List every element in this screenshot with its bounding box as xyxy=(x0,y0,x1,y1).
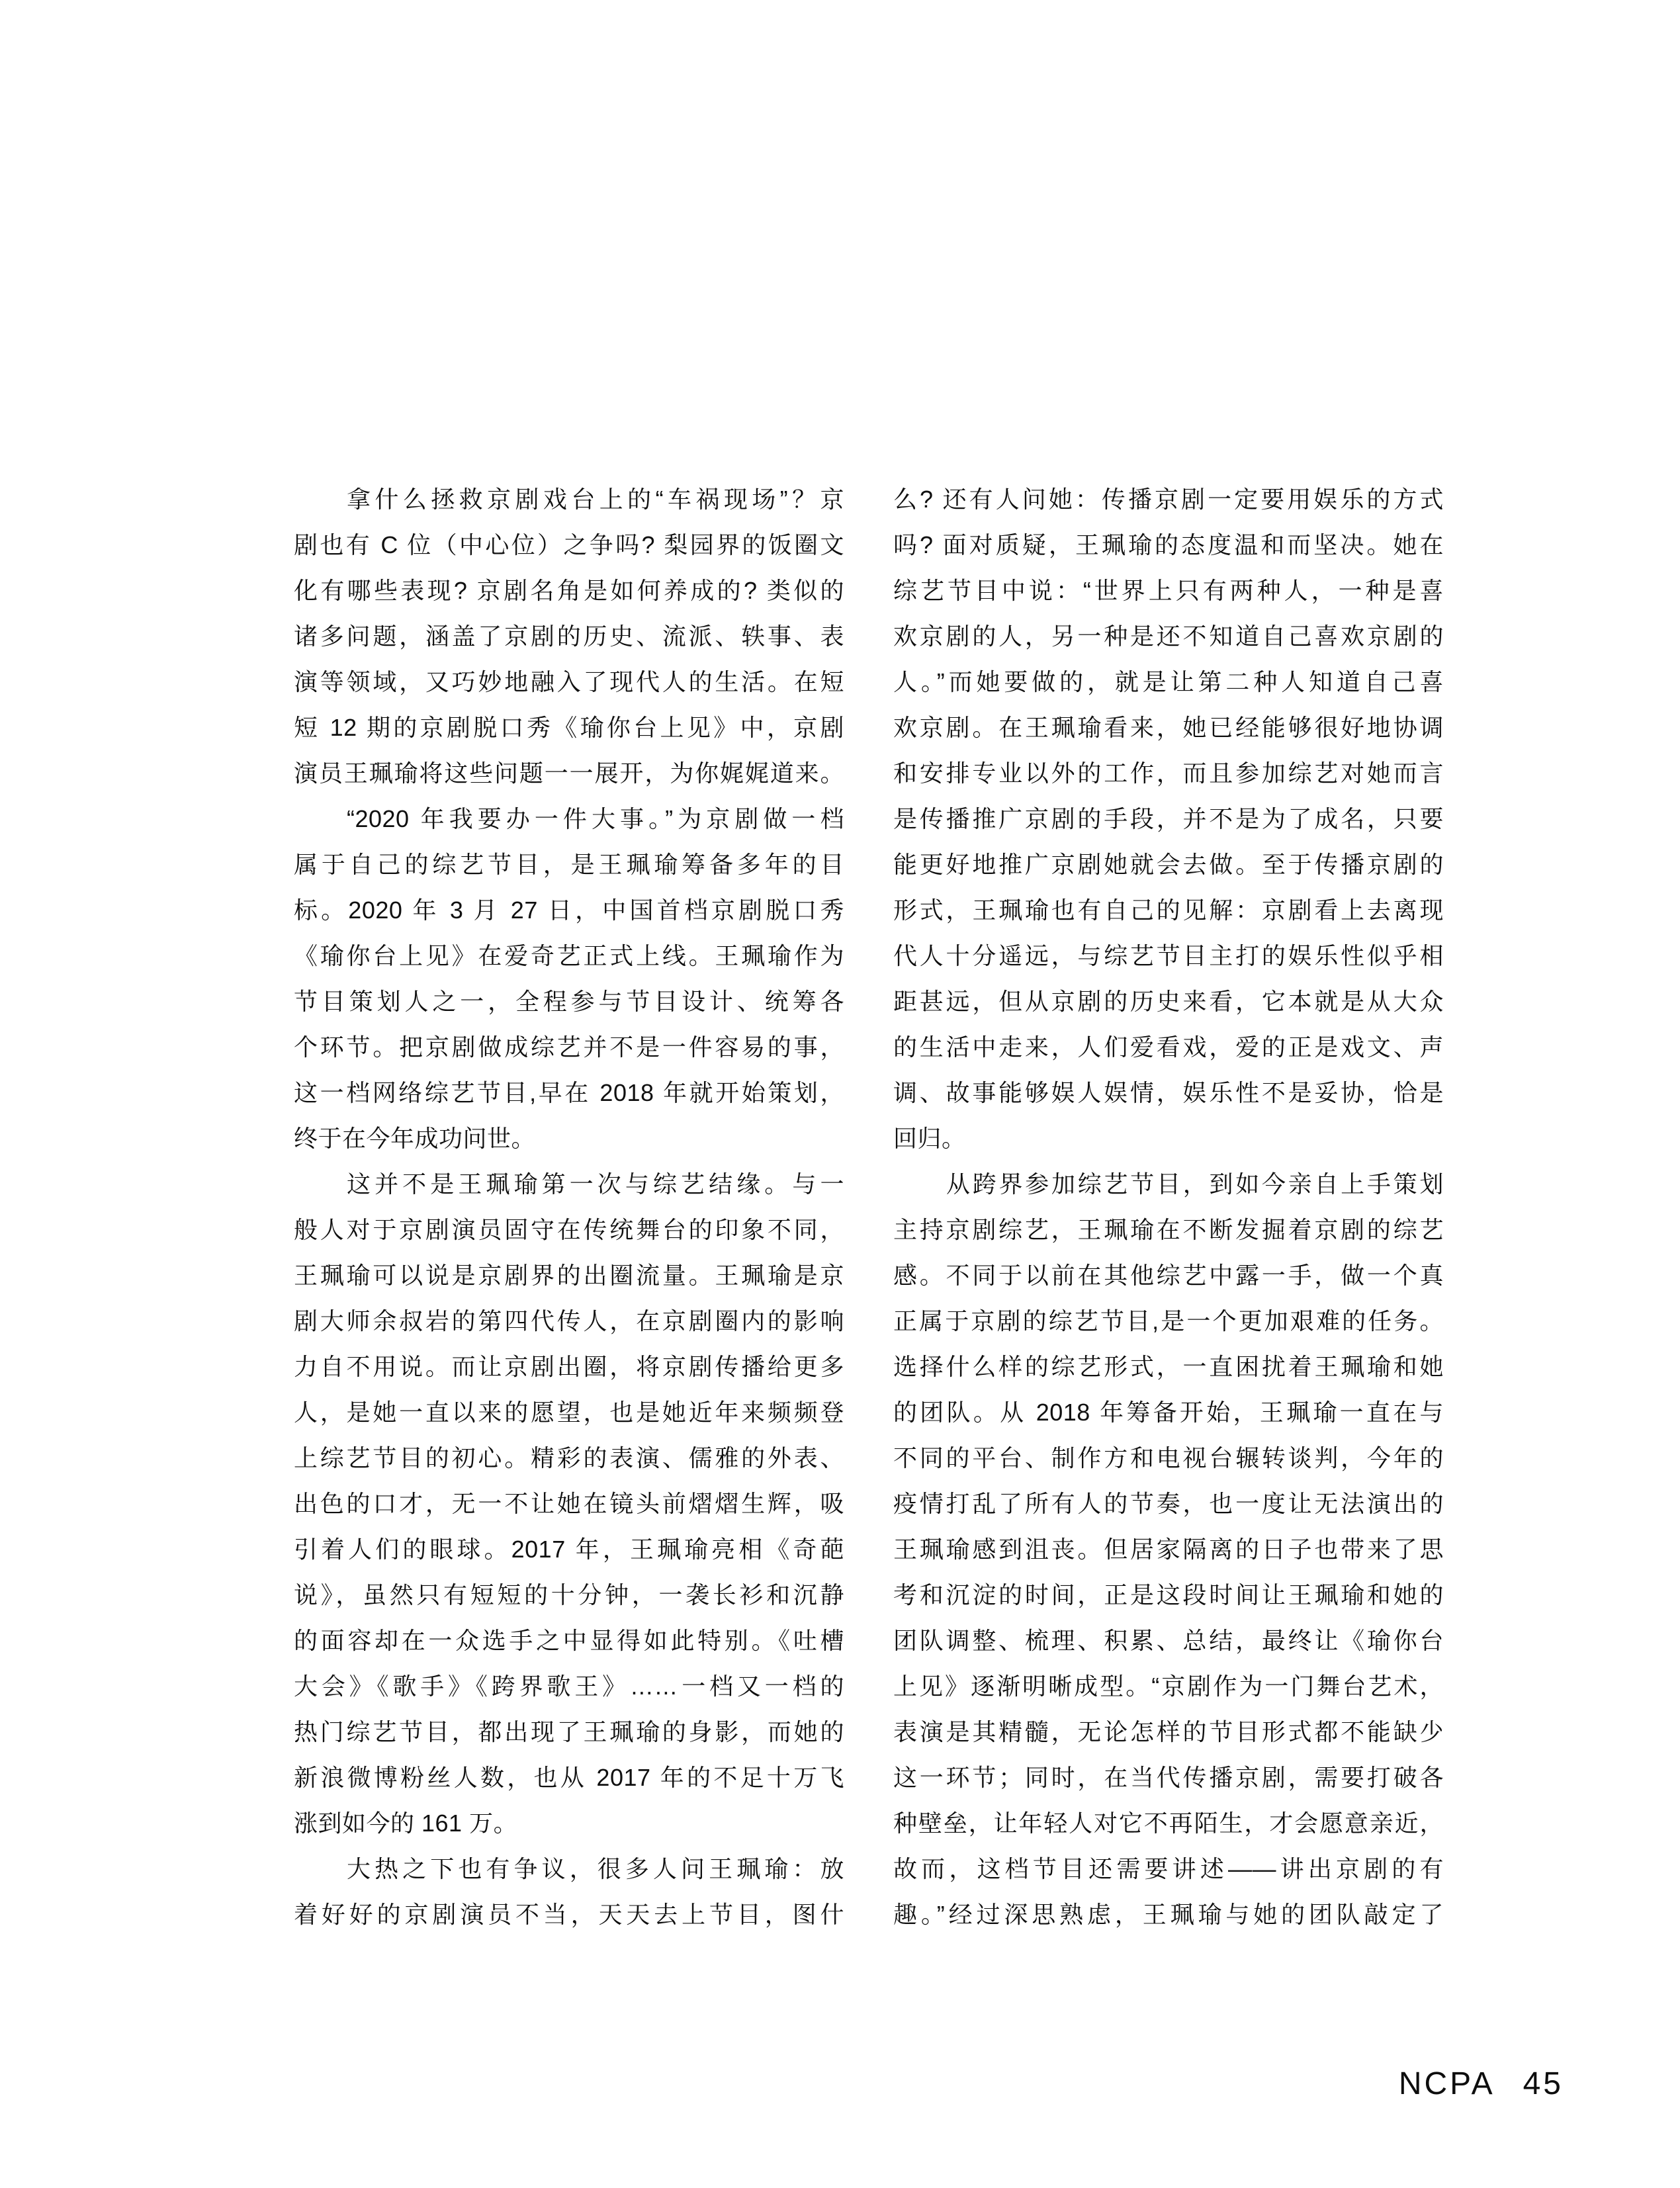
text-line: 上综艺节目的初心。精彩的表演、儒雅的外表、 xyxy=(294,1444,844,1471)
text-column-left xyxy=(294,476,844,1937)
text-line: 标。2020 年 3 月 27 日，中国首档京剧脱口秀 xyxy=(294,897,844,924)
text-line: 趣。”经过深思熟虑，王珮瑜与她的团队敲定了 xyxy=(893,1901,1444,1928)
text-line: 新浪微博粉丝人数，也从 2017 年的不足十万飞 xyxy=(294,1764,844,1791)
text-line: 王珮瑜可以说是京剧界的出圈流量。王珮瑜是京 xyxy=(294,1262,844,1289)
text-line: 疫情打乱了所有人的节奏，也一度让无法演出的 xyxy=(893,1490,1444,1517)
page-footer xyxy=(1399,2066,1564,2102)
text-line: 大会》《歌手》《跨界歌王》……一档又一档的 xyxy=(294,1673,844,1700)
text-line: 的生活中走来，人们爱看戏，爱的正是戏文、声 xyxy=(893,1033,1444,1061)
text-line: 说》，虽然只有短短的十分钟，一袭长衫和沉静 xyxy=(294,1581,844,1608)
text-line: 形式，王珮瑜也有自己的见解：京剧看上去离现 xyxy=(893,897,1444,924)
text-line: 剧大师余叔岩的第四代传人，在京剧圈内的影响 xyxy=(294,1307,844,1335)
text-line: 是传播推广京剧的手段，并不是为了成名，只要 xyxy=(893,805,1444,832)
text-column-right xyxy=(893,476,1444,1937)
text-line: “2020 年我要办一件大事。”为京剧做一档 xyxy=(347,805,844,832)
text-line: 人，是她一直以来的愿望，也是她近年来频频登 xyxy=(294,1399,844,1426)
text-line: 代人十分遥远，与综艺节目主打的娱乐性似乎相 xyxy=(893,942,1444,969)
text-line: 的面容却在一众选手之中显得如此特别。《吐槽 xyxy=(294,1627,844,1654)
text-line: 短 12 期的京剧脱口秀《瑜你台上见》中，京剧 xyxy=(294,714,844,741)
text-line: 拿什么拯救京剧戏台上的“车祸现场”？京 xyxy=(347,486,844,513)
text-line: 从跨界参加综艺节目，到如今亲自上手策划 xyxy=(946,1170,1444,1198)
footer-page-number: 45 xyxy=(1523,2066,1564,2101)
text-line: 团队调整、梳理、积累、总结，最终让《瑜你台 xyxy=(893,1627,1444,1654)
text-line: 距甚远，但从京剧的历史来看，它本就是从大众 xyxy=(893,988,1444,1015)
text-line: 考和沉淀的时间，正是这段时间让王珮瑜和她的 xyxy=(893,1581,1444,1608)
text-line: 欢京剧。在王珮瑜看来，她已经能够很好地协调 xyxy=(893,714,1444,741)
text-line: 综艺节目中说：“世界上只有两种人，一种是喜 xyxy=(893,577,1444,604)
text-line: 回归。 xyxy=(893,1125,966,1152)
text-line: 热门综艺节目，都出现了王珮瑜的身影，而她的 xyxy=(294,1718,844,1745)
text-line: 调、故事能够娱人娱情，娱乐性不是妥协，恰是 xyxy=(893,1079,1444,1106)
text-line: 属于自己的综艺节目，是王珮瑜筹备多年的目 xyxy=(294,851,844,878)
text-line: 演等领域，又巧妙地融入了现代人的生活。在短 xyxy=(294,668,844,695)
text-line: 化有哪些表现? 京剧名角是如何养成的? 类似的 xyxy=(294,577,844,604)
text-line: 和安排专业以外的工作，而且参加综艺对她而言 xyxy=(893,760,1444,787)
text-line: 种壁垒，让年轻人对它不再陌生，才会愿意亲近， xyxy=(893,1810,1444,1837)
text-line: 感。不同于以前在其他综艺中露一手，做一个真 xyxy=(893,1262,1444,1289)
text-line: 主持京剧综艺，王珮瑜在不断发掘着京剧的综艺 xyxy=(893,1216,1444,1243)
text-line: 力自不用说。而让京剧出圈，将京剧传播给更多 xyxy=(294,1353,844,1380)
text-line: 人。”而她要做的，就是让第二种人知道自己喜 xyxy=(893,668,1444,695)
text-line: 能更好地推广京剧她就会去做。至于传播京剧的 xyxy=(893,851,1444,878)
text-line: 出色的口才，无一不让她在镜头前熠熠生辉，吸 xyxy=(294,1490,844,1517)
text-line: 正属于京剧的综艺节目,是一个更加艰难的任务。 xyxy=(893,1307,1444,1335)
text-line: 个环节。把京剧做成综艺并不是一件容易的事， xyxy=(294,1033,844,1061)
text-line: 这一档网络综艺节目,早在 2018 年就开始策划， xyxy=(294,1079,844,1106)
text-line: 终于在今年成功问世。 xyxy=(294,1125,536,1152)
text-line: 么? 还有人问她：传播京剧一定要用娱乐的方式 xyxy=(893,486,1444,513)
text-line: 故而，这档节目还需要讲述——讲出京剧的有 xyxy=(893,1855,1444,1882)
footer-brand: NCPA xyxy=(1398,2066,1495,2101)
text-line: 《瑜你台上见》在爱奇艺正式上线。王珮瑜作为 xyxy=(294,942,844,969)
text-line: 引着人们的眼球。2017 年，王珮瑜亮相《奇葩 xyxy=(294,1536,844,1563)
text-line: 节目策划人之一，全程参与节目设计、统筹各 xyxy=(294,988,844,1015)
text-line: 选择什么样的综艺形式，一直困扰着王珮瑜和她 xyxy=(893,1353,1444,1380)
text-line: 这一环节；同时，在当代传播京剧，需要打破各 xyxy=(893,1764,1444,1791)
text-line: 吗? 面对质疑，王珮瑜的态度温和而坚决。她在 xyxy=(893,531,1444,558)
text-line: 演员王珮瑜将这些问题一一展开，为你娓娓道来。 xyxy=(294,760,844,787)
text-line: 般人对于京剧演员固守在传统舞台的印象不同， xyxy=(294,1216,844,1243)
text-line: 大热之下也有争议，很多人问王珮瑜：放 xyxy=(347,1855,844,1882)
text-line: 不同的平台、制作方和电视台辗转谈判，今年的 xyxy=(893,1444,1444,1471)
text-line: 剧也有 C 位（中心位）之争吗? 梨园界的饭圈文 xyxy=(294,531,844,558)
text-line: 着好好的京剧演员不当，天天去上节目，图什 xyxy=(294,1901,844,1928)
text-line: 上见》逐渐明晰成型。“京剧作为一门舞台艺术， xyxy=(893,1673,1444,1700)
text-line: 的团队。从 2018 年筹备开始，王珮瑜一直在与 xyxy=(893,1399,1444,1426)
text-line: 涨到如今的 161 万。 xyxy=(294,1810,518,1837)
text-line: 欢京剧的人，另一种是还不知道自己喜欢京剧的 xyxy=(893,623,1444,650)
text-line: 这并不是王珮瑜第一次与综艺结缘。与一 xyxy=(347,1170,844,1198)
text-line: 诸多问题，涵盖了京剧的历史、流派、轶事、表 xyxy=(294,623,844,650)
text-line: 表演是其精髓，无论怎样的节目形式都不能缺少 xyxy=(893,1718,1444,1745)
text-line: 王珮瑜感到沮丧。但居家隔离的日子也带来了思 xyxy=(893,1536,1444,1563)
